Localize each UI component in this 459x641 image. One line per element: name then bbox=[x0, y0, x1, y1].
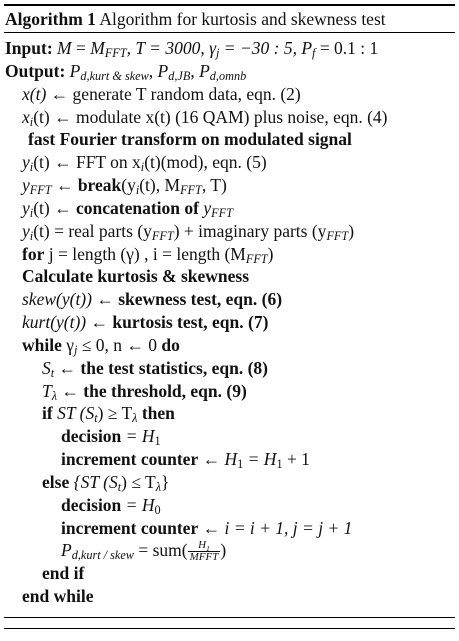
l5-sub2: i bbox=[135, 183, 140, 197]
l8-b: ) bbox=[267, 244, 274, 264]
l8-for: for bbox=[22, 244, 45, 264]
l13-c: the test statistics, eqn. (8) bbox=[80, 358, 269, 378]
line-15 bbox=[42, 402, 175, 424]
l7-a: y bbox=[22, 221, 30, 241]
l15-then: then bbox=[137, 403, 175, 423]
line-6 bbox=[22, 197, 233, 219]
algorithm-label: Algorithm 1 bbox=[5, 9, 96, 29]
l6-a: y bbox=[22, 198, 30, 218]
l12-a: γ bbox=[61, 335, 74, 355]
line-11 bbox=[22, 311, 268, 333]
l23-text: end while bbox=[22, 586, 94, 606]
output-p1-sub: d,kurt & skew bbox=[80, 69, 149, 83]
output-line bbox=[5, 60, 246, 82]
line-18 bbox=[42, 471, 169, 493]
l4-c: (t)(mod), eqn. (5) bbox=[144, 152, 267, 172]
l6-c: concatenation of bbox=[75, 198, 199, 218]
sub-f: f bbox=[312, 46, 316, 60]
l5-arrow: ← bbox=[51, 175, 78, 195]
l14-c: the threshold, eqn. (9) bbox=[83, 381, 247, 401]
line-3 bbox=[28, 128, 352, 150]
l5-a: y bbox=[22, 175, 30, 195]
line-20 bbox=[61, 517, 352, 539]
l10-b: skewness test, eqn. (6) bbox=[118, 289, 283, 309]
l8-a: j = length (γ) , i = length (M bbox=[44, 244, 246, 264]
bottom-rule-2 bbox=[4, 628, 455, 629]
output-comma-1: , bbox=[148, 61, 158, 81]
l21-den: MFFT bbox=[189, 551, 219, 564]
l21-sub: d,kurt / skew bbox=[71, 548, 134, 562]
l4-sub2: i bbox=[140, 160, 145, 174]
l17-sub2: 1 bbox=[276, 457, 283, 471]
line-16 bbox=[61, 425, 161, 447]
l21-num-sub: 1 bbox=[206, 544, 210, 554]
l8-sub: FFT bbox=[245, 252, 268, 266]
l7-c: ) + imaginary parts (y bbox=[173, 221, 327, 241]
l18-sub2: λ bbox=[155, 480, 161, 494]
line-9 bbox=[22, 265, 249, 287]
l16-b: = H bbox=[121, 426, 155, 446]
l4-sub1: i bbox=[29, 160, 34, 174]
l21-fraction bbox=[188, 540, 221, 563]
l6-sub: i bbox=[29, 206, 34, 220]
l6-d: y bbox=[198, 198, 212, 218]
l19-b: = H bbox=[121, 495, 155, 515]
l5-sub1: FFT bbox=[29, 183, 52, 197]
l15-sub1: t bbox=[94, 411, 98, 425]
l2-text: (t) ← modulate x(t) (16 QAM) plus noise, eqn. (4) bbox=[33, 107, 388, 127]
line-19 bbox=[61, 494, 161, 516]
l17-sub1: 1 bbox=[237, 457, 244, 471]
top-rule bbox=[4, 4, 455, 6]
l6-b: (t) ← bbox=[33, 198, 76, 218]
l14-a: T bbox=[42, 381, 52, 401]
line-2 bbox=[22, 106, 388, 128]
l16-sub: 1 bbox=[154, 434, 161, 448]
l9-text: Calculate kurtosis & skewness bbox=[22, 266, 250, 286]
sub-fft: FFT bbox=[104, 46, 127, 60]
l5-e: , T) bbox=[201, 175, 227, 195]
l6-sub2: FFT bbox=[211, 206, 233, 220]
l14-b: ← bbox=[57, 381, 84, 401]
l22-text: end if bbox=[42, 563, 85, 583]
l5-b: break bbox=[77, 175, 122, 195]
l18-c: } bbox=[161, 472, 170, 492]
l16-a: decision bbox=[61, 426, 122, 446]
l1-code: x(t) bbox=[22, 84, 47, 104]
output-p2: P bbox=[157, 61, 169, 81]
l12-do: do bbox=[161, 335, 180, 355]
l13-sub: t bbox=[50, 366, 55, 380]
output-label: Output: bbox=[5, 61, 66, 81]
line-14 bbox=[42, 380, 247, 402]
l3-text: fast Fourier transform on modulated signal bbox=[28, 129, 352, 149]
output-p3-sub: d,omnb bbox=[209, 69, 247, 83]
line-12 bbox=[22, 334, 180, 356]
l18-else: else bbox=[42, 472, 70, 492]
l7-b: (t) = real parts (y bbox=[33, 221, 152, 241]
l17-b: ← H bbox=[198, 449, 238, 469]
l18-sub1: t bbox=[117, 480, 122, 494]
l19-sub: 0 bbox=[154, 503, 161, 517]
input-label: Input: bbox=[5, 38, 53, 58]
title-rule bbox=[4, 32, 455, 33]
line-17 bbox=[61, 448, 310, 470]
algorithm-title bbox=[5, 8, 386, 30]
line-8 bbox=[22, 243, 273, 265]
l21-b: = sum( bbox=[133, 540, 188, 560]
input-mfft: M bbox=[90, 38, 105, 58]
l19-a: decision bbox=[61, 495, 122, 515]
l11-b: kurtosis test, eqn. (7) bbox=[112, 312, 269, 332]
algorithm-caption: Algorithm for kurtosis and skewness test bbox=[99, 9, 386, 29]
l5-d: (t), M bbox=[139, 175, 181, 195]
l2-sub: i bbox=[29, 115, 34, 129]
l7-sub2: FFT bbox=[151, 229, 174, 243]
l12-b: ≤ 0, n ← 0 bbox=[77, 335, 162, 355]
line-23 bbox=[22, 585, 93, 607]
l1-text: ← generate T random data, eqn. (2) bbox=[46, 84, 301, 104]
l7-d: ) bbox=[348, 221, 355, 241]
line-21 bbox=[61, 539, 226, 563]
l7-sub3: FFT bbox=[326, 229, 349, 243]
line-10 bbox=[22, 288, 282, 310]
l18-b: ) ≤ T bbox=[121, 472, 156, 492]
output-comma-2: , bbox=[190, 61, 200, 81]
l17-d: + 1 bbox=[282, 449, 310, 469]
l4-a: y bbox=[22, 152, 30, 172]
l5-c: (y bbox=[121, 175, 136, 195]
l21-a: P bbox=[61, 540, 72, 560]
l14-sub: λ bbox=[51, 389, 58, 403]
l13-a: S bbox=[42, 358, 51, 378]
line-22 bbox=[42, 562, 84, 584]
input-pf: = 0.1 : 1 bbox=[315, 38, 379, 58]
line-13 bbox=[42, 357, 268, 379]
l21-num-h: H bbox=[198, 539, 207, 552]
l18-a: {ST (S bbox=[69, 472, 118, 492]
input-line: Input: $M = M_{FFT}$, T = 3000, $\gamma_j = -30$ : 5, $P_f = 0.1$ : 1 bbox=[5, 38, 379, 60]
line-4 bbox=[22, 151, 267, 173]
line-5 bbox=[22, 174, 227, 196]
output-p3: P bbox=[199, 61, 210, 81]
l15-sub2: λ bbox=[132, 411, 138, 425]
l11-a: kurt(y(t)) ← bbox=[22, 312, 113, 332]
output-p2-sub: d,JB bbox=[168, 69, 191, 83]
input-gamma: = −30 : 5, P bbox=[219, 38, 313, 58]
line-1 bbox=[22, 83, 301, 105]
l17-c: = H bbox=[243, 449, 277, 469]
l10-a: skew(y(t)) ← bbox=[22, 289, 119, 309]
l15-a: ST (S bbox=[52, 403, 95, 423]
l12-sub: j bbox=[73, 343, 78, 357]
l15-b: ) ≥ T bbox=[97, 403, 133, 423]
input-mid: , T = 3000, γ bbox=[126, 38, 216, 58]
bottom-rule-1 bbox=[4, 617, 455, 618]
l20-b: ← i = i + 1, j = j + 1 bbox=[198, 518, 353, 538]
l20-a: increment counter bbox=[61, 518, 199, 538]
input-m: M bbox=[57, 38, 72, 58]
l17-a: increment counter bbox=[61, 449, 199, 469]
l7-sub1: i bbox=[29, 229, 34, 243]
l5-sub3: FFT bbox=[180, 183, 202, 197]
l12-while: while bbox=[22, 335, 62, 355]
line-7 bbox=[22, 220, 354, 242]
l15-if: if bbox=[42, 403, 53, 423]
l2-code: x bbox=[22, 107, 30, 127]
l21-c: ) bbox=[220, 540, 227, 560]
output-p1: P bbox=[69, 61, 81, 81]
l4-b: (t) ← FFT on x bbox=[33, 152, 141, 172]
sub-j: j bbox=[215, 46, 220, 60]
l13-b: ← bbox=[54, 358, 81, 378]
